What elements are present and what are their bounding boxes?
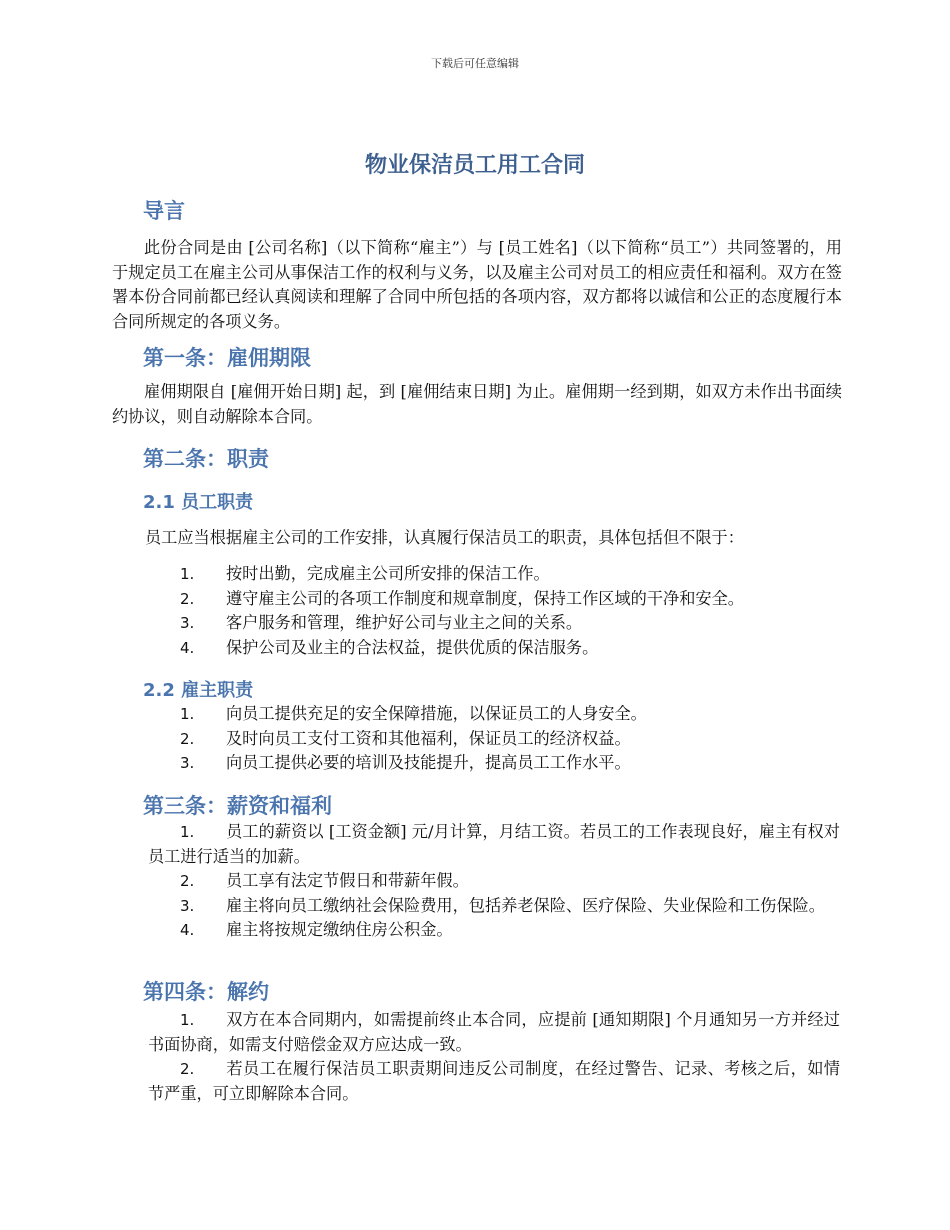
- article2-heading: 第二条：职责: [143, 447, 269, 471]
- list-item: [180, 636, 840, 661]
- item-text: 客户服务和管理，维护好公司与业主之间的关系。: [226, 613, 583, 632]
- employee-duties-list: [180, 562, 840, 660]
- item-number: 1.: [180, 705, 195, 723]
- list-item: [180, 751, 840, 776]
- item-number: 3.: [180, 896, 195, 915]
- section-2-1-lead: 员工应当根据雇主公司的工作安排，认真履行保洁员工的职责，具体包括但不限于：: [145, 528, 744, 547]
- item-number: 2.: [180, 589, 195, 608]
- item-number: 3.: [180, 614, 195, 632]
- list-item: [148, 869, 840, 894]
- list-item: [180, 611, 840, 636]
- list-item: [148, 894, 840, 919]
- item-text: 保护公司及业主的合法权益，提供优质的保洁服务。: [226, 637, 599, 657]
- item-text: 按时出勤，完成雇主公司所安排的保洁工作。: [226, 564, 550, 583]
- item-number: 4.: [180, 921, 195, 939]
- item-text: 遵守雇主公司的各项工作制度和规章制度，保持工作区域的干净和安全。: [226, 588, 744, 608]
- document-title: 物业保洁员工用工合同: [364, 153, 585, 178]
- section-2-2-heading: 2.2 雇主职责: [143, 680, 254, 701]
- header-note: 下载后可任意编辑: [431, 57, 519, 70]
- item-text: 若员工在履行保洁员工职责期间违反公司制度，在经过警告、记录、考核之后，如情节严重，可立即解除本合同。: [148, 1059, 840, 1103]
- list-item: [180, 562, 840, 587]
- item-number: 4.: [180, 638, 195, 657]
- employer-duties-list: [180, 702, 840, 776]
- item-number: 2.: [180, 1060, 195, 1078]
- list-item: [148, 918, 840, 943]
- item-text: 向员工提供必要的培训及技能提升，提高员工工作水平。: [226, 753, 631, 772]
- item-number: 1.: [180, 565, 195, 583]
- item-text: 雇主将按规定缴纳住房公积金。: [226, 920, 453, 939]
- item-number: 1.: [180, 823, 195, 841]
- item-text: 向员工提供充足的安全保障措施，以保证员工的人身安全。: [226, 704, 647, 723]
- list-item: [148, 1057, 840, 1106]
- item-text: 雇主将向员工缴纳社会保险费用，包括养老保险、医疗保险、失业保险和工伤保险。: [226, 895, 825, 915]
- item-number: 2.: [180, 729, 195, 748]
- termination-list: [148, 1008, 840, 1106]
- list-item: [148, 820, 840, 869]
- list-item: [180, 727, 840, 752]
- item-text: 员工享有法定节假日和带薪年假。: [226, 871, 469, 890]
- article3-heading: 第三条：薪资和福利: [143, 794, 332, 818]
- item-text: 及时向员工支付工资和其他福利，保证员工的经济权益。: [226, 728, 631, 748]
- article1-paragraph: 雇佣期限自 [雇佣开始日期] 起，到 [雇佣结束日期] 为止。雇佣期一经到期，如双方未作出书面续约协议，则自动解除本合同。: [112, 382, 842, 426]
- article4-heading: 第四条：解约: [143, 980, 269, 1004]
- article1-heading: 第一条：雇佣期限: [143, 346, 311, 370]
- item-number: 3.: [180, 754, 195, 772]
- section-2-1-heading: 2.1 员工职责: [143, 492, 254, 513]
- item-number: 2.: [180, 872, 195, 890]
- list-item: [180, 702, 840, 727]
- item-text: 员工的薪资以 [工资金额] 元/月计算，月结工资。若员工的工作表现良好，雇主有权对员工进行适当的加薪。: [148, 822, 840, 866]
- intro-paragraph: 此份合同是由 [公司名称]（以下简称“雇主”）与 [员工姓名]（以下简称“员工”）共同签署的，用于规定员工在雇主公司从事保洁工作的权利与义务，以及雇主公司对员工的相应责任和福利。双方在签署本份合同前都已经认真阅读和理解了合同中所包括的各项内容，双方都将以诚信和公正的态度履行本合同所规定的各项义务。: [112, 238, 842, 331]
- intro-heading: 导言: [143, 199, 185, 223]
- item-text: 双方在本合同期内，如需提前终止本合同，应提前 [通知期限] 个月通知另一方并经过书面协商，如需支付赔偿金双方应达成一致。: [148, 1010, 840, 1054]
- list-item: [180, 587, 840, 612]
- salary-list: [148, 820, 840, 943]
- item-number: 1.: [180, 1011, 195, 1029]
- list-item: [148, 1008, 840, 1057]
